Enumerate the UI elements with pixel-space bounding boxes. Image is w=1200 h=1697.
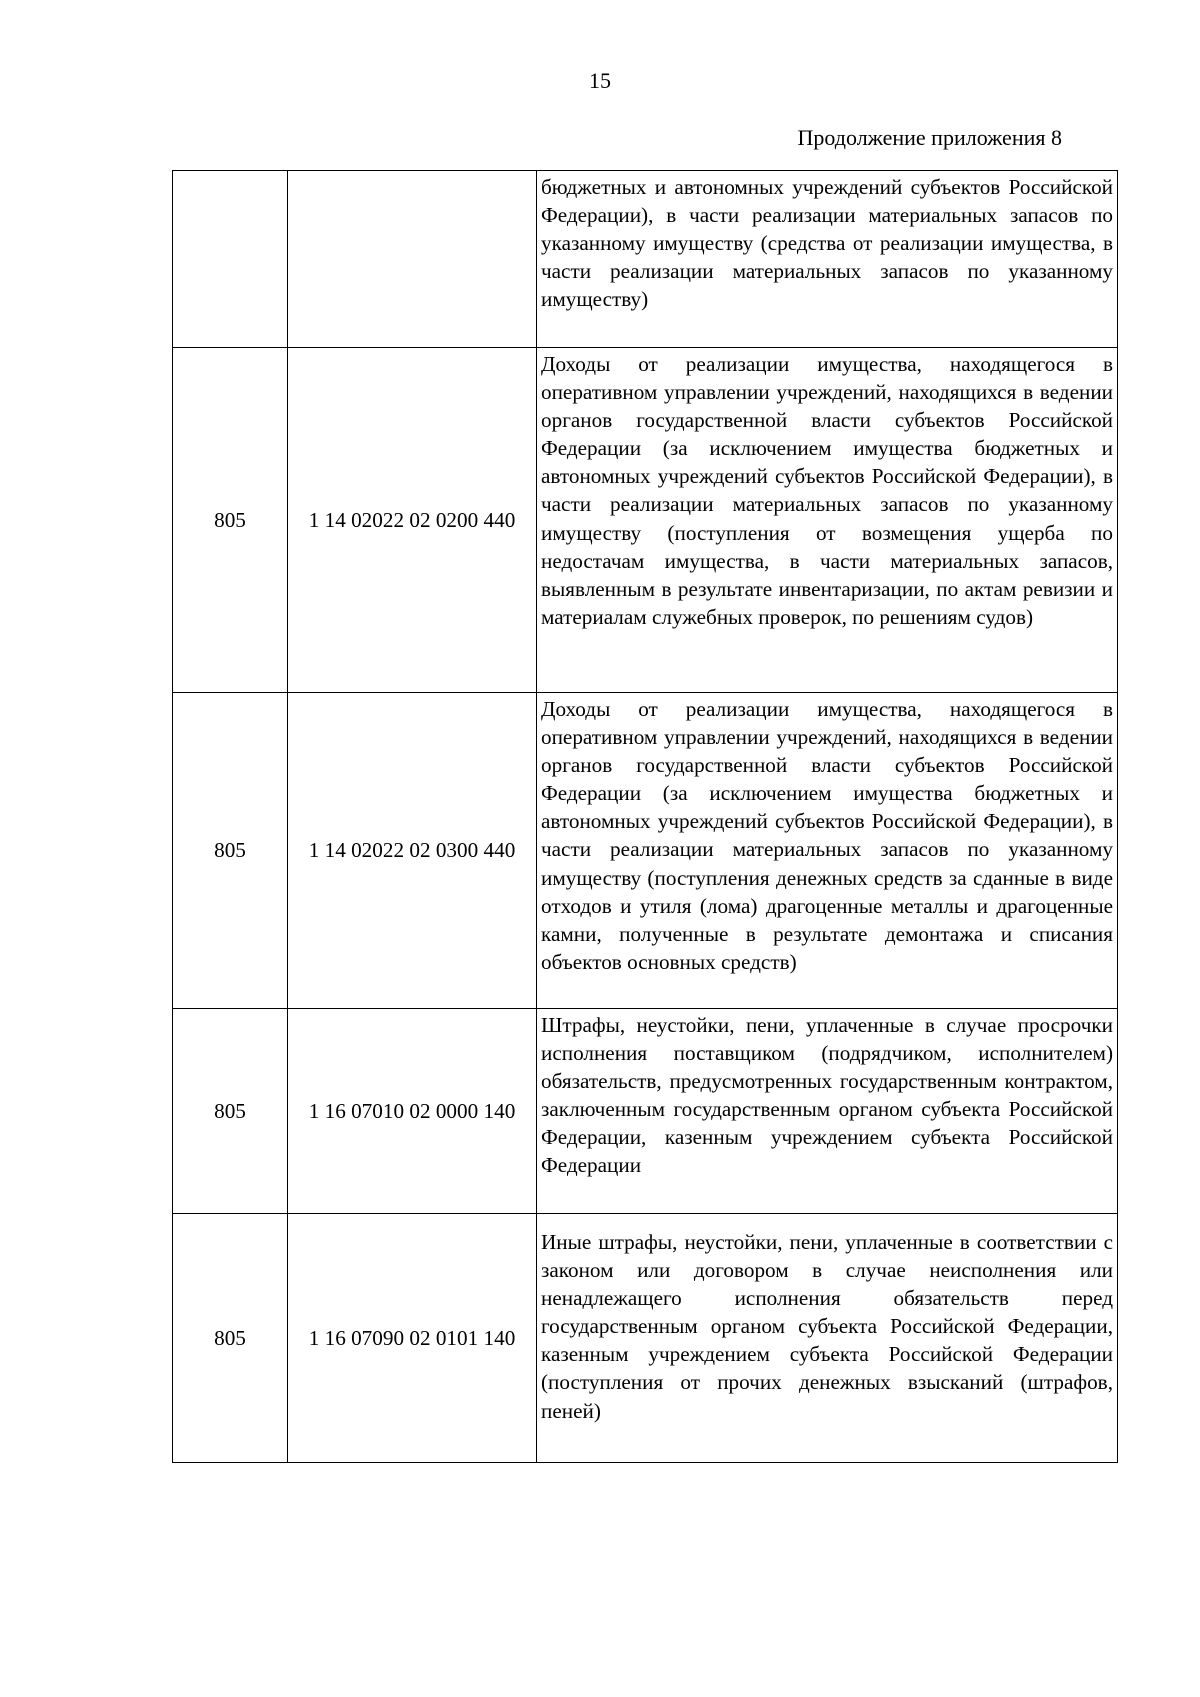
budget-code-cell bbox=[288, 171, 537, 348]
revenue-codes-table bbox=[172, 170, 1118, 1463]
description-cell bbox=[537, 171, 1118, 348]
budget-code-cell: 1 16 07010 02 0000 140 bbox=[288, 1009, 537, 1214]
description-cell bbox=[537, 693, 1118, 1009]
description-cell bbox=[537, 1214, 1118, 1463]
admin-code-cell bbox=[173, 171, 288, 348]
budget-code-cell: 1 16 07090 02 0101 140 bbox=[288, 1214, 537, 1463]
admin-code-cell: 805 bbox=[173, 693, 288, 1009]
admin-code-cell: 805 bbox=[173, 1214, 288, 1463]
table-row bbox=[173, 348, 1118, 693]
table-row bbox=[173, 1214, 1118, 1463]
description-text: Доходы от реализации имущества, находящегося в оперативном управлении учреждений, находящихся в ведении органов государственной власти субъектов Российской Федерации (за исключением имущества бюджетных и автономных учреждений субъектов Российской Федерации), в части реализации материальных запасов по указанному имуществу (поступления денежных средств за сданные в виде отходов и утиля (лома) драгоценные металлы и драгоценные камни, полученные в результате демонтажа и списания объектов основных средств) bbox=[541, 697, 1113, 974]
table-row bbox=[173, 1009, 1118, 1214]
table-row bbox=[173, 171, 1118, 348]
description-text: Штрафы, неустойки, пени, уплаченные в случае просрочки исполнения поставщиком (подрядчиком, исполнителем) обязательств, предусмотренных государственным контрактом, заключенным государственным органом субъекта Российской Федерации, казенным учреждением субъекта Российской Федерации bbox=[541, 1013, 1113, 1178]
budget-code-cell: 1 14 02022 02 0300 440 bbox=[288, 693, 537, 1009]
description-cell bbox=[537, 1009, 1118, 1214]
description-text: Иные штрафы, неустойки, пени, уплаченные в соответствии с законом или договором в случае неисполнения или ненадлежащего исполнения обязательств перед государственным органом субъекта Российской Федерации, казенным учреждением субъекта Российской Федерации (поступления от прочих денежных взысканий (штрафов, пеней) bbox=[541, 1230, 1113, 1423]
budget-code-cell: 1 14 02022 02 0200 440 bbox=[288, 348, 537, 693]
admin-code-cell: 805 bbox=[173, 1009, 288, 1214]
description-text: бюджетных и автономных учреждений субъектов Российской Федерации), в части реализации материальных запасов по указанному имуществу (средства от реализации имущества, в части реализации материальных запасов по указанному имуществу) bbox=[541, 175, 1113, 312]
description-text: Доходы от реализации имущества, находящегося в оперативном управлении учреждений, находящихся в ведении органов государственной власти субъектов Российской Федерации (за исключением имущества бюджетных и автономных учреждений субъектов Российской Федерации), в части реализации материальных запасов по указанному имуществу (поступления от возмещения ущерба по недостачам имущества, в части материальных запасов, выявленным в результате инвентаризации, по актам ревизии и материалам служебных проверок, по решениям судов) bbox=[541, 352, 1113, 629]
admin-code-cell: 805 bbox=[173, 348, 288, 693]
page-number: 15 bbox=[589, 68, 611, 93]
appendix-continuation-note: Продолжение приложения 8 bbox=[797, 125, 1062, 150]
table-row bbox=[173, 693, 1118, 1009]
description-cell bbox=[537, 348, 1118, 693]
